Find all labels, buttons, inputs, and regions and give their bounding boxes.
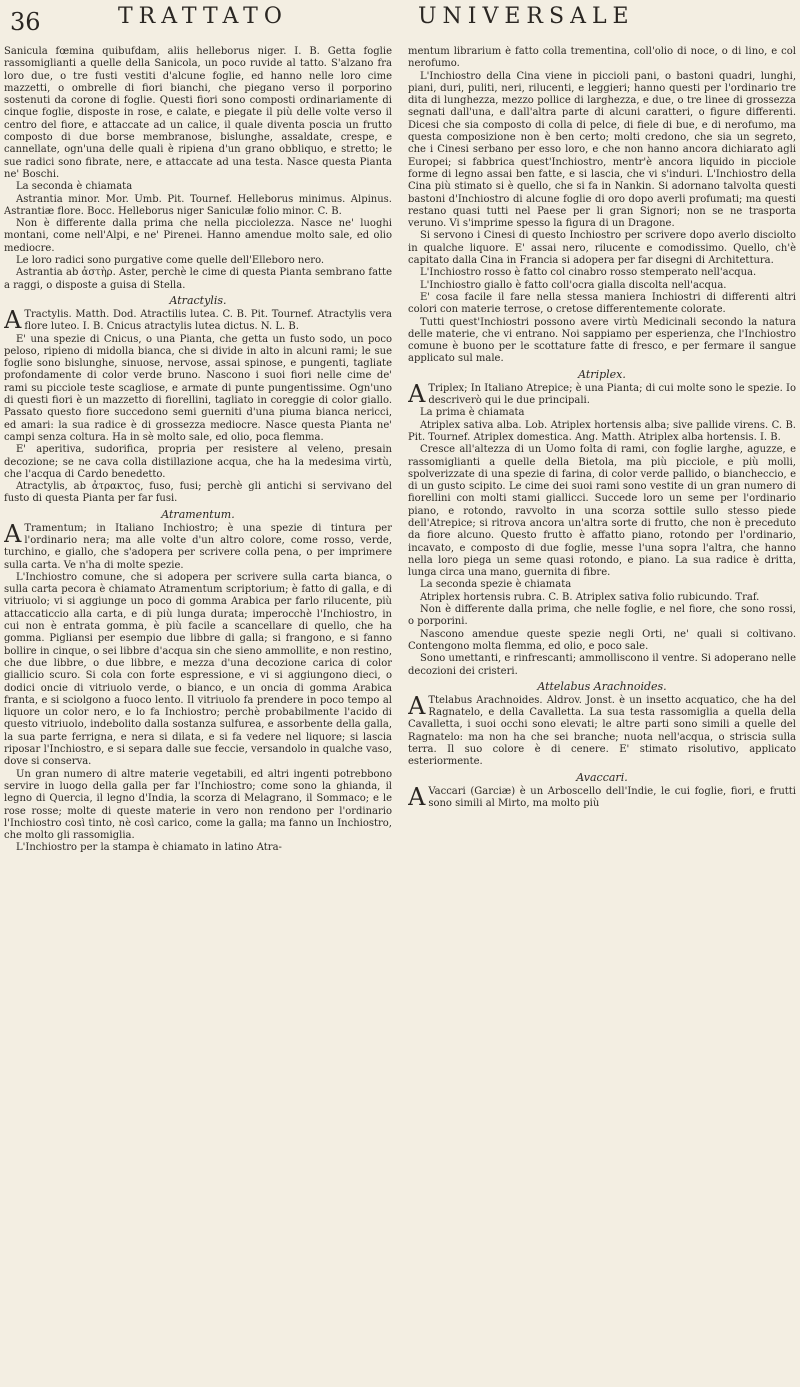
entry-paragraph: Cresce all'altezza di un Uomo folta di rami, con foglie larghe, aguzze, e rassomiglianti a quelle della Bietola, ma più picciole, e più molli, spolverizzate di una spezie di farina, di color verde pallido, o biancheccio, e di un gusto scipito. Le cime dei suoi rami sono vestite di un gran numero di fiorellini con molti stami giallicci. Succede loro un seme per l'ordinario piano, e rotondo, ravvolto in una scorza sottile sullo stesso piede dell'Atrepice; si ritrova ancora un'altra sorte di frutto, che non è preceduto da fiore alcuno. Questo frutto è affatto piano, rotondo per l'ordinario, incavato, e composto di due foglie, messe l'una sopra l'altra, che hanno nella loro piega un seme quasi rotondo, e piano. La sua radice è dritta, lunga circa una mano, guernita di fibre. — [408, 444, 796, 579]
running-head-right: UNIVERSALE — [418, 4, 635, 29]
entry-paragraph: Nascono amendue queste spezie negli Orti, ne' quali si coltivano. Contengono molta flemma, ed olio, e poco sale. — [408, 628, 796, 652]
entry-paragraph: Astrantia ab ἀστὴρ. Aster, perchè le cime di questa Pianta sembrano fatte a raggi, o disposte a guisa di Stella. — [4, 267, 392, 291]
entry-paragraph — [408, 691, 796, 769]
entry-paragraph: Un gran numero di altre materie vegetabili, ed altri ingenti potrebbono servire in luogo della galla per far l'Inchiostro; come sono la ghianda, il legno di Quercia, il legno d'India, la scorza di Melagrano, il Sommaco; e le rose rosse; molte di queste materie in vero non rendono per l'ordinario l'Inchiostro così tinto, nè così carico, come la galla; ma fanno un Inchiostro, che molto gli rassomiglia. — [4, 768, 392, 842]
entry-paragraph: L'Inchiostro rosso è fatto col cinabro rosso stemperato nell'acqua. — [420, 267, 757, 279]
entry-paragraph — [4, 519, 392, 572]
entry-paragraph: La seconda è chiamata — [16, 181, 133, 193]
entry-paragraph: E' cosa facile il fare nella stessa maniera Inchiostri di differenti altri colori con materie terrose, o cretose differentemente colorate. — [408, 291, 796, 316]
entry-heading: Atriplex. — [578, 367, 626, 381]
entry-paragraph: Atractylis, ab ἀτρακτος, fuso, fusi; perchè gli antichi si servivano del fusto di questa Pianta per far fusi. — [4, 481, 392, 505]
drop-cap: A — [4, 519, 22, 548]
entry-paragraph: L'Inchiostro comune, che si adopera per scrivere sulla carta bianca, o sulla carta pecora è chiamato Atramentum scriptorium; è fatto di galla, e di vitriuolo; vi si aggiunge un poco di gomma Arabica per farlo rilucente, più attaccaticcio alla carta, e di più lunga durata; imperocchè l'Inchiostro, in cui non è entrata gomma, è più facile a scancellare di quello, che ha gomma. Pigliansi per esempio due libbre di galla; si frangono, e si fanno bollire in cinque, o sei libbre d'acqua sin che sieno ammollite, e non restino, che due libbre, o due libbre, e mezza d'una decozione carica di color giallicio scuro. Si cola con forte espressione, e vi si aggiungono dieci, o dodici oncie di vitriuolo verde, o bianco, e un oncia di gomma Arabica franta, e si sciolgono a fuoco lento. Il vitriuolo fa prendere in poco tempo al liquore un color nero, e lo fa Inchiostro; perchè probabilmente l'acido di questo vitriuolo, indebolito dalla sostanza sulfurea, e assorbente della galla, la sua parte ferrigna, e nera si dilata, e si fa vedere nel liquore; si lascia riposar l'Inchiostro, e si separa dalle sue feccie, versandolo in qualche vaso, dove si conserva. — [4, 571, 392, 768]
entry-paragraph — [408, 379, 796, 408]
entry-paragraph: Le loro radici sono purgative come quelle dell'Elleboro nero. — [16, 255, 325, 267]
entry-paragraph: La prima è chiamata — [420, 407, 525, 419]
entry-paragraph: mentum librarium è fatto colla trementina, coll'olio di noce, o di lino, e col nerofumo. — [408, 46, 796, 70]
paragraph-text: Tractylis. Matth. Dod. Atractilis lutea. C. B. Pit. Tournef. Atractylis vera flore luteo. I. B. Cnicus atractylis lutea dictus. N. L. B. — [24, 308, 392, 333]
entry-paragraph: E' aperitiva, sudorifica, propria per resistere al veleno, presain decozione; se ne cava colla distillazione acqua, che ha la medesima virtù, che l'acqua di Cardo benedetto. — [4, 444, 392, 480]
entry-paragraph: L'Inchiostro giallo è fatto coll'ocra gialla discolta nell'acqua. — [420, 279, 727, 291]
entry-paragraph: Sono umettanti, e rinfrescanti; ammollisconο il ventre. Si adoperano nelle decozioni dei cristeri. — [408, 653, 796, 677]
entry-paragraph: L'Inchiostro per la stampa è chiamato in latino Atra- — [16, 842, 282, 854]
entry-paragraph: Si servono i Cinesi di questo Inchiostro per scrivere dopo averlo disciolto in qualche liquore. E' assai nero, rilucente e comodissimo. Quello, ch'è capitato dalla Cina in Francia si adopera per far disegni di Architettura. — [408, 230, 796, 267]
paragraph-text: Vaccari (Garciæ) è un Arboscello dell'Indie, le cui foglie, fiori, e frutti sono simili al Mirto, ma molto più — [428, 785, 796, 809]
running-head-left: TRATTATO — [118, 4, 288, 29]
paragraph-text: Tramentum; in Italiano Inchiostro; è una spezie di tintura per l'ordinario nera; ma alle volte d'un altro colore, come rosso, verde, turchino, e giallo, che s'adopera per scrivere colla pena, o per imprimere sulla carta. Ve n'ha di molte spezie. — [4, 522, 392, 571]
entry-paragraph — [408, 782, 796, 811]
entry-heading: Avaccari. — [576, 770, 628, 784]
entry-paragraph: L'Inchiostro della Cina viene in piccioli pani, o bastoni quadri, lunghi, piani, duri, puliti, neri, rilucenti, e leggieri; hanno questi per l'ordinario tre dita di lunghezza, mezzo pollice di larghezza, e due, o tre linee di grossezza segnati dall'una, e dall'altra parte di alcuni caratteri, o figure differenti. Dicesi che sia composto di colla di pelce, di fiele di bue, e di nerofumo, ma questa composizione non è ben certo; molti credono, che sia un segreto, che i Cinesi serbano per esso loro, e che non hanno ancora dichiarato agli Europei; si fabbrica quest'Inchiostro, mentr'è ancora liquido in picciole forme di legno assai ben fatte, e si lascia, che vi s'induri. L'Inchiostro della Cina più stimato si è quello, che si fa in Nankin. Si adornano talvolta questi bastoni d'Inchiostro di alcune foglie di oro dopo averli profumati; ma questi restano quasi tutti nel Paese per li gran Signori; non se ne trasporta veruno. Vi s'imprime spesso la figura di un Dragone. — [408, 70, 796, 230]
entry-paragraph: Sanicula fœmina quibufdam, aliis helleborus niger. I. B. Getta foglie rassomiglianti a quelle della Sanicola, un poco ruvide al tatto. S'alzano fra loro due, o tre fusti vestiti d'alcune foglie, ed hanno nelle loro cime mazzetti, o ombrelle di fiori bianchi, che piegano verso il porporino sostenuti da corone di foglie. Questi fiori sono composti ordinariamente di cinque foglie, disposte in rose, e calate, e piegate il più delle volte verso il centro del fiore, e attaccate ad un calice, il quale diventa poscia un frutto composto di due borse membranose, bislunghe, assaldate, crespe, e cannellate, ogn'una delle quali è ripiena d'un grano obbliquo, e stretto; le sue radici sono fibrate, nere, e attaccate ad una testa. Nasce questa Pianta ne' Boschi. — [4, 46, 392, 180]
entry-paragraph: Non è differente dalla prima, che nelle foglie, e nel fiore, che sono rossi, o porporini. — [408, 604, 796, 628]
page-header — [0, 0, 800, 42]
entry-paragraph: Tutti quest'Inchiostri possono avere virtù Medicinali secondo la natura delle materie, che vi entrano. Noi sappiamo per esperienza, che l'Inchiostro comune è buono per le scottature fatte di fresco, e per fermare il sangue applicato sul male. — [408, 316, 796, 365]
drop-cap: A — [4, 305, 22, 334]
entry-paragraph: Atriplex hortensis rubra. C. B. Atriplex sativa folio rubicundo. Traf. — [420, 591, 760, 603]
drop-cap: A — [408, 379, 426, 408]
page-number: 36 — [10, 8, 41, 36]
left-column — [4, 46, 392, 1376]
entry-paragraph: Atriplex sativa alba. Lob. Atriplex hortensis alba; sive pallide virens. C. B. Pit. Tournef. Atriplex domestica. Ang. Matth. Atriplex alba hortensis. I. B. — [408, 419, 796, 443]
entry-heading: Attelabus Arachnoides. — [537, 679, 667, 693]
entry-paragraph — [4, 305, 392, 334]
paragraph-text: Ttelabus Arachnoides. Aldrov. Jonst. è un insetto acquatico, che ha del Ragnatelo, e della Cavalletta. La sua testa rassomiglia a quella della Cavalletta, i suoi occhi sono elevati; le altre parti sono simili a quelle del Ragnatelo: ma non ha che sei branche; nuota nell'acqua, o striscia sulla terra. Il suo colore è di cenere. E' stimato risolutivo, applicato esteriormente. — [408, 694, 796, 768]
right-column — [408, 46, 796, 1376]
entry-paragraph: La seconda spezie è chiamata — [420, 579, 572, 591]
entry-heading: Atramentum. — [161, 507, 235, 521]
entry-paragraph: E' una spezie di Cnicus, o una Pianta, che getta un fusto sodo, un poco peloso, ripieno di midolla bianca, che si divide in alto in alcuni rami; le sue foglie sono bislunghe, sinuose, nervose, assai spinose, e pungenti, tagliate profondamente di color verde bruno. Nascono i suoi fiori nelle cime de' rami su picciole teste scagliose, e armate di punte pungentissime. Ogn'uno di questi fiori è un mazzetto di fiorellini, tagliato in coreggie di color giallo. Passato questo fiore succedono semi guerniti d'una piuma bianca nericci, ed amari: la sua radice è di grossezza mediocre. Nasce questa Pianta ne' campi senza coltura. Ha in sè molto sale, ed olio, poca flemma. — [4, 333, 392, 443]
paragraph-text: Triplex; In Italiano Atrepice; è una Pianta; di cui molte sono le spezie. Io descriverò qui le due principali. — [428, 382, 796, 407]
entry-heading: Atractylis. — [169, 293, 227, 307]
entry-paragraph: Astrantia minor. Mor. Umb. Pit. Tournef. Helleborus minimus. Alpinus. Astrantiæ flore. Bocc. Helleborus niger Saniculæ folio minor. C. B. — [4, 193, 392, 217]
drop-cap: A — [408, 782, 426, 811]
entry-paragraph: Non è differente dalla prima che nella picciolezza. Nasce ne' luoghi montani, come nell'Alpi, e ne' Pirenei. Hanno amendue molto sale, ed olio mediocre. — [4, 218, 392, 254]
drop-cap: A — [408, 691, 426, 720]
